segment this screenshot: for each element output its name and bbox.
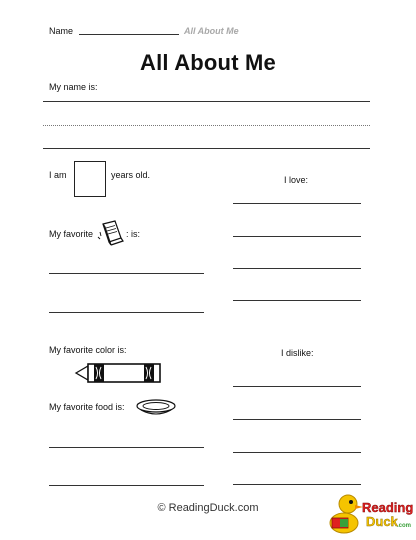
- my-name-label: My name is:: [49, 82, 98, 92]
- my-name-baseline[interactable]: [43, 148, 370, 149]
- crayon-icon: [74, 360, 164, 386]
- favorite-color-label: My favorite color is:: [49, 345, 127, 355]
- i-love-line-4[interactable]: [233, 300, 361, 301]
- plate-icon: [135, 398, 177, 416]
- age-box[interactable]: [74, 161, 106, 197]
- favorite-book-line-2[interactable]: [49, 312, 204, 313]
- logo-text-suffix: .com: [397, 523, 412, 529]
- years-old-label: years old.: [111, 170, 151, 180]
- i-love-line-2[interactable]: [233, 236, 361, 237]
- my-name-guide-line: [43, 125, 370, 126]
- i-dislike-line-4[interactable]: [233, 484, 361, 485]
- i-love-line-3[interactable]: [233, 268, 361, 269]
- i-dislike-line-1[interactable]: [233, 386, 361, 387]
- name-write-line[interactable]: [79, 34, 179, 35]
- favorite-book-line-1[interactable]: [49, 273, 204, 274]
- i-love-line-1[interactable]: [233, 203, 361, 204]
- favorite-food-line-2[interactable]: [49, 485, 204, 486]
- favorite-food-label: My favorite food is:: [49, 402, 125, 412]
- my-name-line[interactable]: [43, 101, 370, 102]
- i-dislike-line-3[interactable]: [233, 452, 361, 453]
- book-icon: [97, 218, 127, 248]
- logo-text-reading: Reading: [362, 500, 414, 515]
- reading-duck-logo: [326, 490, 416, 535]
- logo-text-duck: Duck: [366, 514, 398, 529]
- name-label: Name: [49, 26, 74, 36]
- i-love-label: I love:: [284, 175, 309, 185]
- page-title: All About Me: [139, 50, 276, 75]
- favorite-book-is-label: : is:: [126, 229, 141, 239]
- copyright-footer: © ReadingDuck.com: [157, 502, 259, 514]
- i-am-label: I am: [49, 170, 67, 180]
- worksheet-tag: All About Me: [184, 26, 239, 36]
- favorite-food-line-1[interactable]: [49, 447, 204, 448]
- i-dislike-label: I dislike:: [281, 348, 314, 358]
- i-dislike-line-2[interactable]: [233, 419, 361, 420]
- favorite-book-label: My favorite: [49, 229, 94, 239]
